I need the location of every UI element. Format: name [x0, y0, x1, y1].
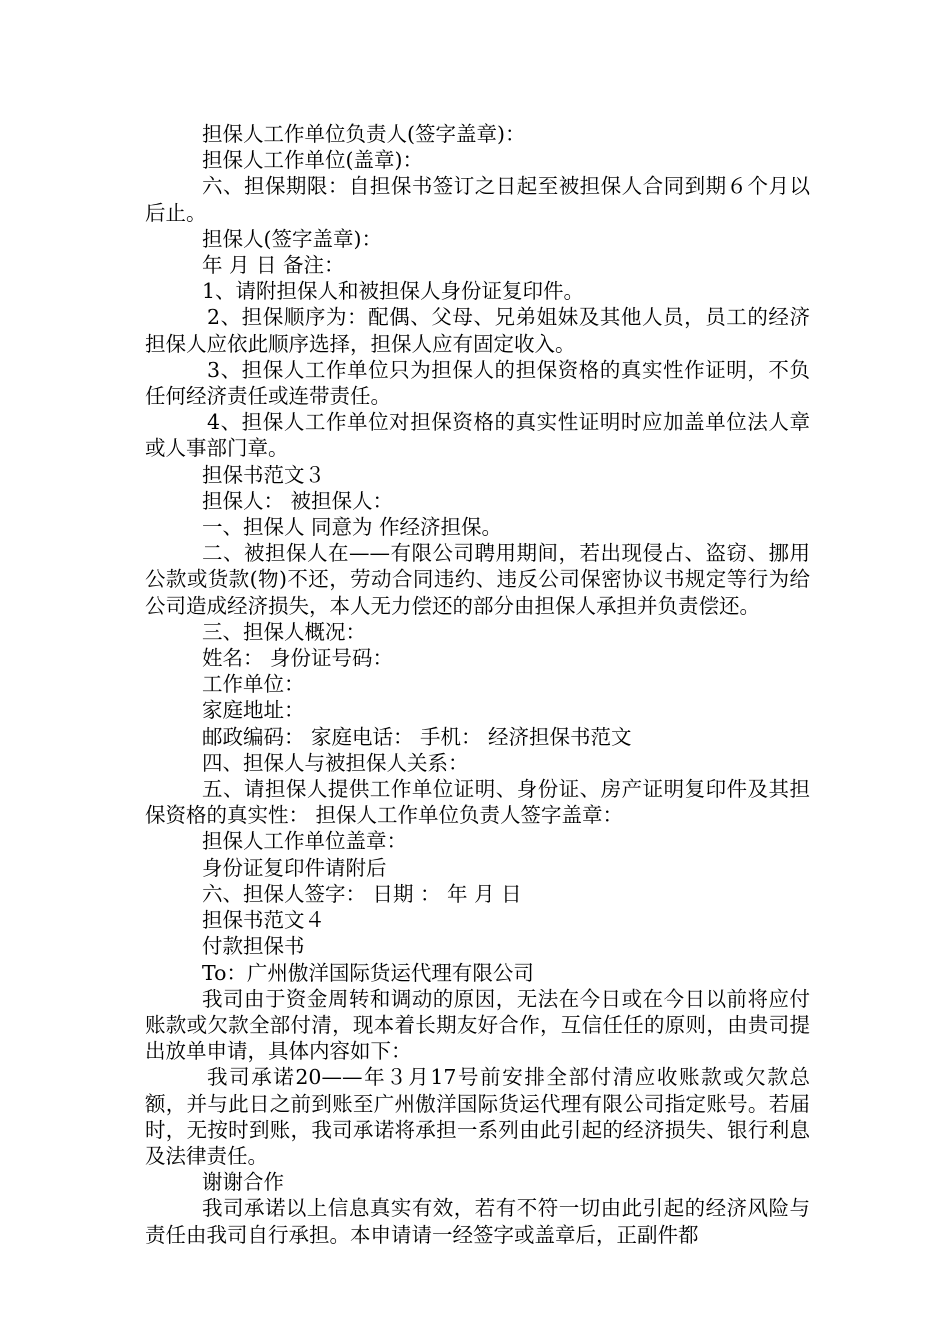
- form-line: 六、担保人签字： 日期 ： 年 月 日: [202, 881, 522, 906]
- paragraph: 3、担保人工作单位只为担保人的担保资格的真实性作证明，不负任何经济责任或连带责任。: [145, 357, 810, 409]
- paragraph: 我司由于资金周转和调动的原因，无法在今日或在今日以前将应付账款或欠款全部付清，现本着长期友好合作，互信任任的原则，由贵司提出放单申请，具体内容如下：: [145, 986, 810, 1064]
- paragraph: 四、担保人与被担保人关系：: [202, 750, 469, 775]
- document-body: [145, 121, 810, 1248]
- section-heading: 担保书范文４: [202, 908, 325, 933]
- paragraph: 五、请担保人提供工作单位证明、身份证、房产证明复印件及其担保资格的真实性： 担保人工作单位负责人签字盖章：: [145, 777, 810, 828]
- paragraph: 六、担保期限：自担保书签订之日起至被担保人合同到期６个月以后止。: [145, 174, 810, 225]
- paragraph: 三、担保人概况：: [202, 619, 366, 644]
- paragraph: 担保人： 被担保人：: [202, 488, 394, 513]
- recipient-line: To：广州傲洋国际货运代理有限公司: [202, 960, 534, 985]
- paragraph: 担保人工作单位负责人(签字盖章)：: [202, 122, 526, 146]
- form-line: 担保人工作单位盖章：: [202, 829, 407, 854]
- form-line: 邮政编码： 家庭电话： 手机： 经济担保书范文: [202, 724, 632, 749]
- paragraph: 谢谢合作: [202, 1170, 284, 1195]
- paragraph: 2、担保顺序为：配偶、父母、兄弟姐妹及其他人员，员工的经济担保人应依此顺序选择，担保人应有固定收入。: [145, 305, 810, 356]
- paragraph: 我司承诺20——年３月17号前安排全部付清应收账款或欠款总额，并与此日之前到账至广州傲洋国际货运代理有限公司指定账号。若届时，无按时到账，我司承诺将承担一系列由此引起的经济损失、银行利息及法律责任。: [145, 1065, 810, 1168]
- paragraph: 二、被担保人在——有限公司聘用期间，若出现侵占、盗窃、挪用公款或货款(物)不还，劳动合同违约、违反公司保密协议书规定等行为给公司造成经济损失，本人无力偿还的部分由担保人承担并负责偿还。: [145, 541, 810, 618]
- paragraph: 担保人工作单位(盖章)：: [202, 148, 423, 173]
- paragraph: 年 月 日 备注：: [202, 253, 345, 278]
- paragraph: 一、担保人 同意为 作经济担保。: [202, 515, 503, 540]
- paragraph: 我司承诺以上信息真实有效，若有不符一切由此引起的经济风险与责任由我司自行承担。本申请请一经签字或盖章后，正副件都: [145, 1196, 810, 1247]
- paragraph: 担保人(签字盖章)：: [202, 226, 382, 251]
- form-line: 工作单位：: [202, 672, 305, 697]
- form-line: 姓名： 身份证号码：: [202, 646, 394, 671]
- paragraph: 身份证复印件请附后: [202, 855, 387, 880]
- form-line: 家庭地址：: [202, 698, 305, 723]
- document-title: 付款担保书: [202, 934, 305, 959]
- paragraph: 4、担保人工作单位对担保资格的真实性证明时应加盖单位法人章或人事部门章。: [145, 410, 810, 461]
- paragraph: 1、请附担保人和被担保人身份证复印件。: [202, 279, 585, 304]
- section-heading: 担保书范文３: [202, 462, 325, 487]
